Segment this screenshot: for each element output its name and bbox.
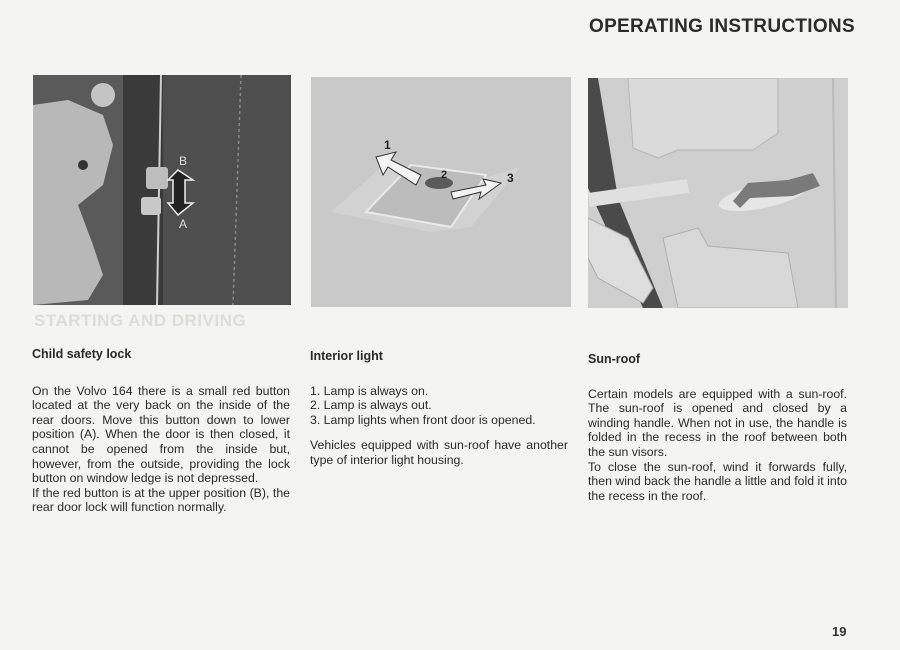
- section-heading: Interior light: [310, 349, 383, 363]
- show-through-heading: STARTING AND DRIVING: [34, 311, 247, 330]
- page-number: 19: [832, 624, 847, 639]
- section-interior-light: [310, 349, 568, 468]
- section-heading: Child safety lock: [32, 347, 132, 361]
- list-item: 1. Lamp is always on.: [310, 383, 429, 398]
- list-item: 3. Lamp lights when front door is opened.: [310, 412, 536, 427]
- section-heading: Sun-roof: [588, 352, 641, 366]
- child-lock-photo: [33, 75, 291, 305]
- section-sun-roof: [588, 352, 847, 503]
- label-a: A: [179, 217, 188, 231]
- list-item: 2. Lamp is always out.: [310, 398, 432, 413]
- page-title: OPERATING INSTRUCTIONS: [589, 16, 855, 37]
- label-b: B: [179, 154, 188, 168]
- label-1: 1: [384, 138, 391, 152]
- section-paragraph: Vehicles equipped with sun-roof have another type of interior light housing.: [310, 438, 568, 467]
- section-paragraph: On the Volvo 164 there is a small red button located at the very back on the inside of the rear doors. Move this button down to lower position (A). When the door is then closed, it cannot be opened from the inside but, however, from the outside, providing the lock button on window ledge is not depressed.: [32, 383, 290, 486]
- sun-roof-photo: [588, 78, 848, 308]
- section-paragraph: To close the sun-roof, wind it forwards fully, then wind back the handle a little and fold it into the recess in the roof.: [588, 459, 847, 503]
- interior-light-photo: [311, 77, 571, 307]
- label-3: 3: [507, 171, 514, 185]
- section-paragraph: Certain models are equipped with a sun-roof. The sun-roof is opened and closed by a winding handle. When not in use, the handle is folded in the recess in the roof between both the sun visors.: [588, 386, 847, 459]
- section-paragraph: If the red button is at the upper position (B), the rear door lock will function normally.: [32, 485, 290, 515]
- label-2: 2: [441, 169, 448, 181]
- lamp-setting-list: [310, 384, 568, 428]
- section-child-safety-lock: [32, 347, 290, 515]
